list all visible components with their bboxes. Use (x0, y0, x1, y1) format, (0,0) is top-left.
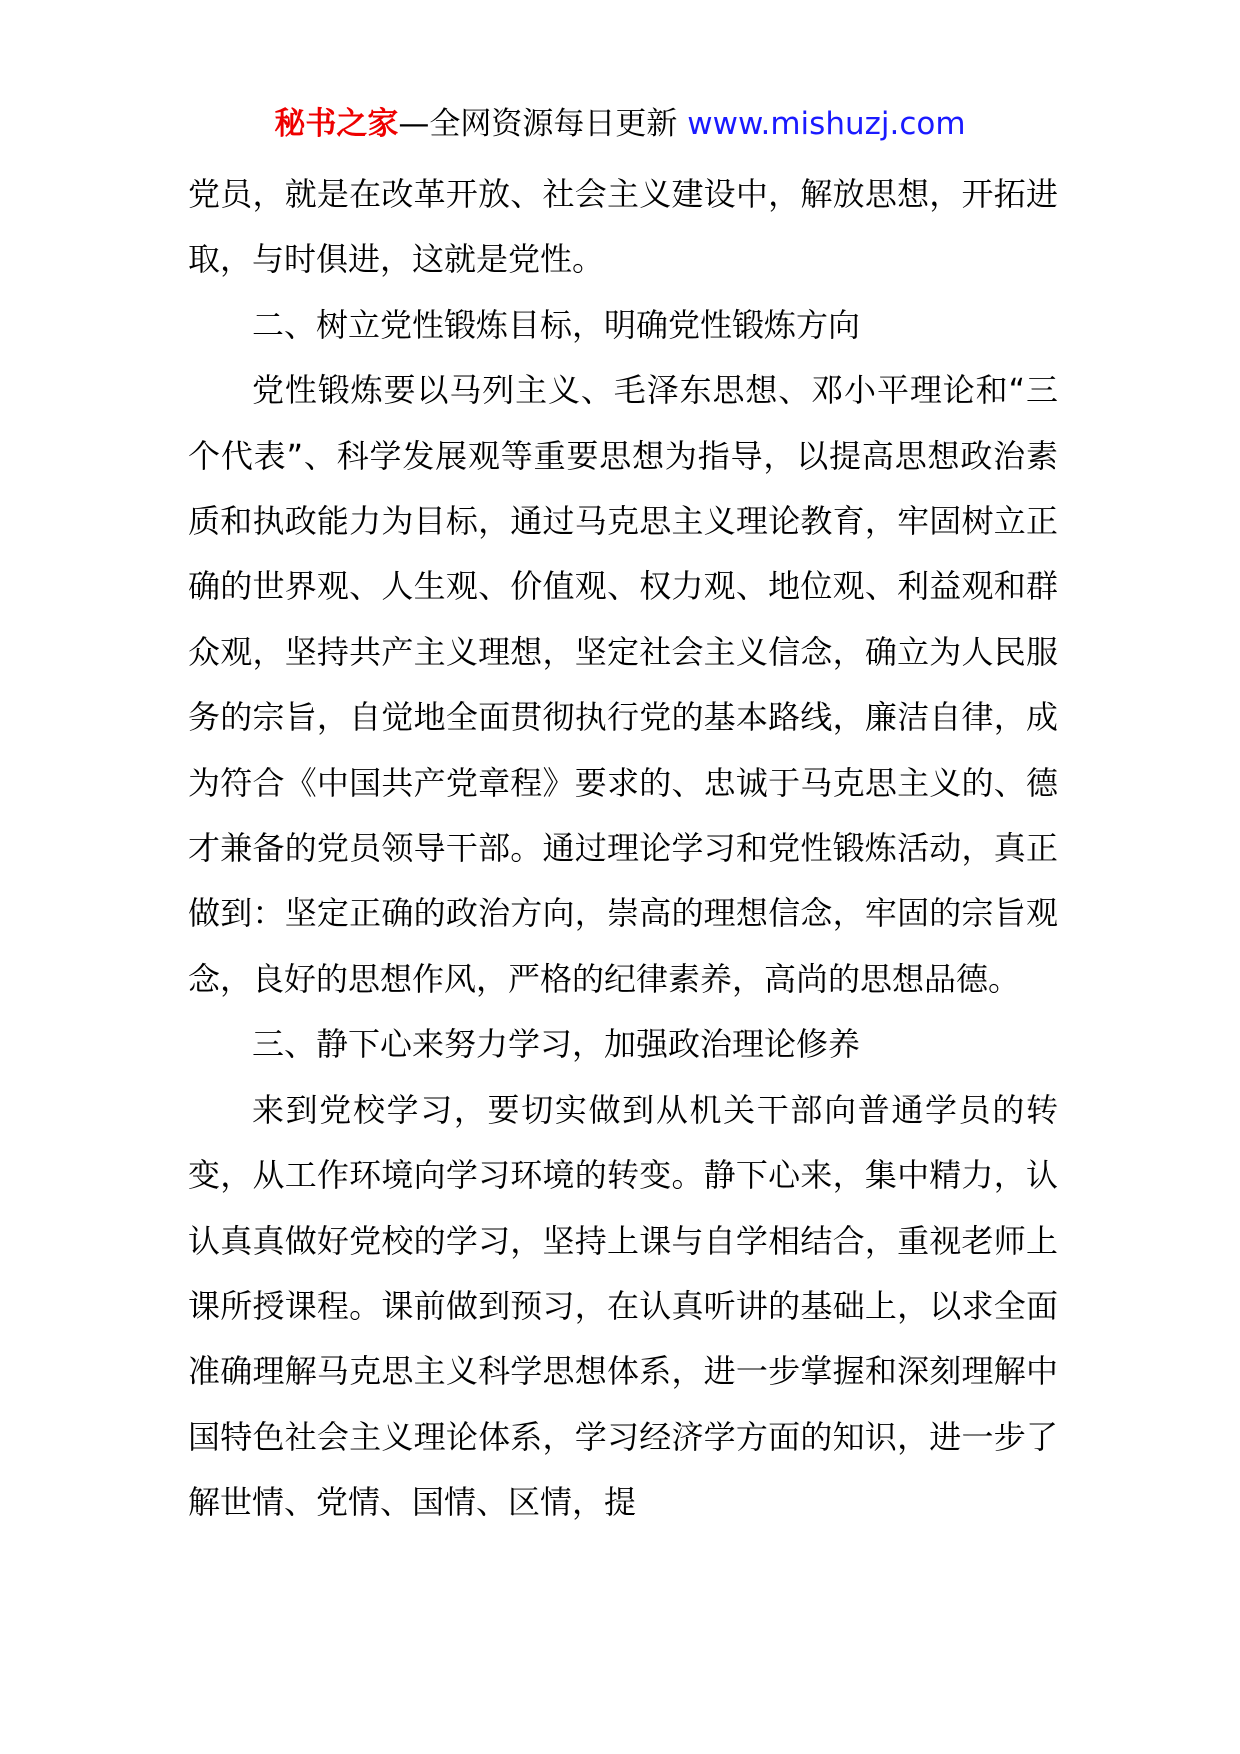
paragraph-party-training: 党性锻炼要以马列主义、毛泽东思想、邓小平理论和“三个代表”、科学发展观等重要思想为指导，以提高思想政治素质和执政能力为目标，通过马克思主义理论教育，牢固树立正确的世界观、人生观、价值观、权力观、地位观、利益观和群众观，坚持共产主义理想，坚定社会主义信念，确立为人民服务的宗旨，自觉地全面贯彻执行党的基本路线，廉洁自律，成为符合《中国共产党章程》要求的、忠诚于马克思主义的、德才兼备的党员领导干部。通过理论学习和党性锻炼活动，真正做到：坚定正确的政治方向，崇高的理想信念，牢固的宗旨观念，良好的思想作风，严格的纪律素养，高尚的思想品德。 (188, 371, 1058, 998)
section-heading-2: 二、树立党性锻炼目标，明确党性锻炼方向 (252, 305, 861, 344)
header-slogan: —全网资源每日更新 (398, 106, 678, 142)
brand-name: 秘书之家 (274, 106, 399, 142)
paragraph-party-school-study: 来到党校学习，要切实做到从机关干部向普通学员的转变，从工作环境向学习环境的转变。静下心来，集中精力，认认真真做好党校的学习，坚持上课与自学相结合，重视老师上课所授课程。课前做到预习，在认真听讲的基础上，以求全面准确理解马克思主义科学思想体系，进一步掌握和深刻理解中国特色社会主义理论体系，学习经济学方面的知识，进一步了解世情、党情、国情、区情，提 (188, 1090, 1058, 1522)
page-header (0, 100, 1240, 148)
section-heading-3: 三、静下心来努力学习，加强政治理论修养 (252, 1025, 861, 1064)
document-body (188, 162, 1058, 1536)
site-url-link[interactable]: www.mishuzj.com (687, 106, 966, 142)
paragraph-continued: 党员，就是在改革开放、社会主义建设中，解放思想，开拓进取，与时俱进，这就是党性。 (188, 175, 1058, 279)
